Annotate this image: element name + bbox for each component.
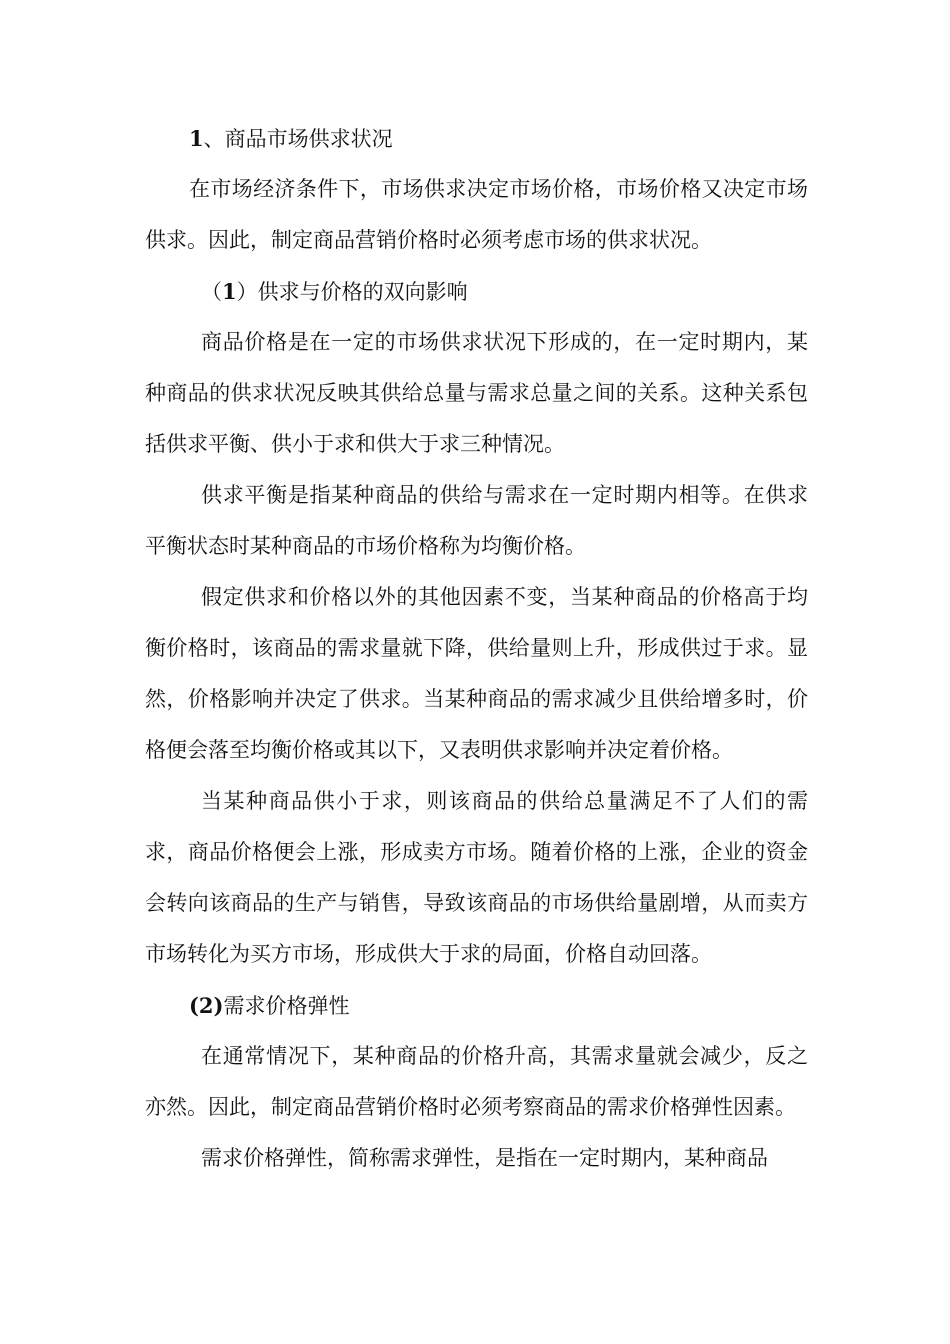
paragraph-elasticity-intro: 在通常情况下，某种商品的价格升高，其需求量就会减少，反之亦然。因此，制定商品营销价格时必须考察商品的需求价格弹性因素。 — [145, 1044, 808, 1119]
subsection-number: (2) — [189, 993, 224, 1018]
paragraph-elasticity-definition: 需求价格弹性，简称需求弹性，是指在一定时期内，某种商品 — [201, 1146, 768, 1170]
section-heading — [145, 113, 808, 164]
subsection-prefix: （ — [201, 280, 222, 304]
paragraph-supply-exceeds: 假定供求和价格以外的其他因素不变，当某种商品的价格高于均衡价格时，该商品的需求量就下降，供给量则上升，形成供过于求。显然，价格影响并决定了供求。当某种商品的需求减少且供给增多时，价格便会落至均衡价格或其以下，又表明供求影响并决定着价格。 — [145, 585, 808, 762]
paragraph-demand-exceeds: 当某种商品供小于求，则该商品的供给总量满足不了人们的需求，商品价格便会上涨，形成卖方市场。随着价格的上涨，企业的资金会转向该商品的生产与销售，导致该商品的市场供给量剧增，从而卖方市场转化为买方市场，形成供大于求的局面，价格自动回落。 — [145, 789, 808, 966]
paragraph-price-formation: 商品价格是在一定的市场供求状况下形成的，在一定时期内，某种商品的供求状况反映其供给总量与需求总量之间的关系。这种关系包括供求平衡、供小于求和供大于求三种情况。 — [145, 330, 808, 456]
subsection-title: 需求价格弹性 — [223, 994, 350, 1018]
subsection-number: 1 — [222, 279, 237, 304]
paragraph-intro: 在市场经济条件下，市场供求决定市场价格，市场价格又决定市场供求。因此，制定商品营销价格时必须考虑市场的供求状况。 — [145, 177, 808, 252]
subsection-heading-2 — [145, 980, 808, 1031]
section-number: 1 — [189, 126, 204, 151]
subsection-heading-1 — [145, 266, 808, 317]
subsection-title: ）供求与价格的双向影响 — [236, 280, 468, 304]
document-page — [145, 113, 808, 1184]
section-title: 、商品市场供求状况 — [203, 127, 393, 151]
paragraph-equilibrium: 供求平衡是指某种商品的供给与需求在一定时期内相等。在供求平衡状态时某种商品的市场价格称为均衡价格。 — [145, 483, 808, 558]
